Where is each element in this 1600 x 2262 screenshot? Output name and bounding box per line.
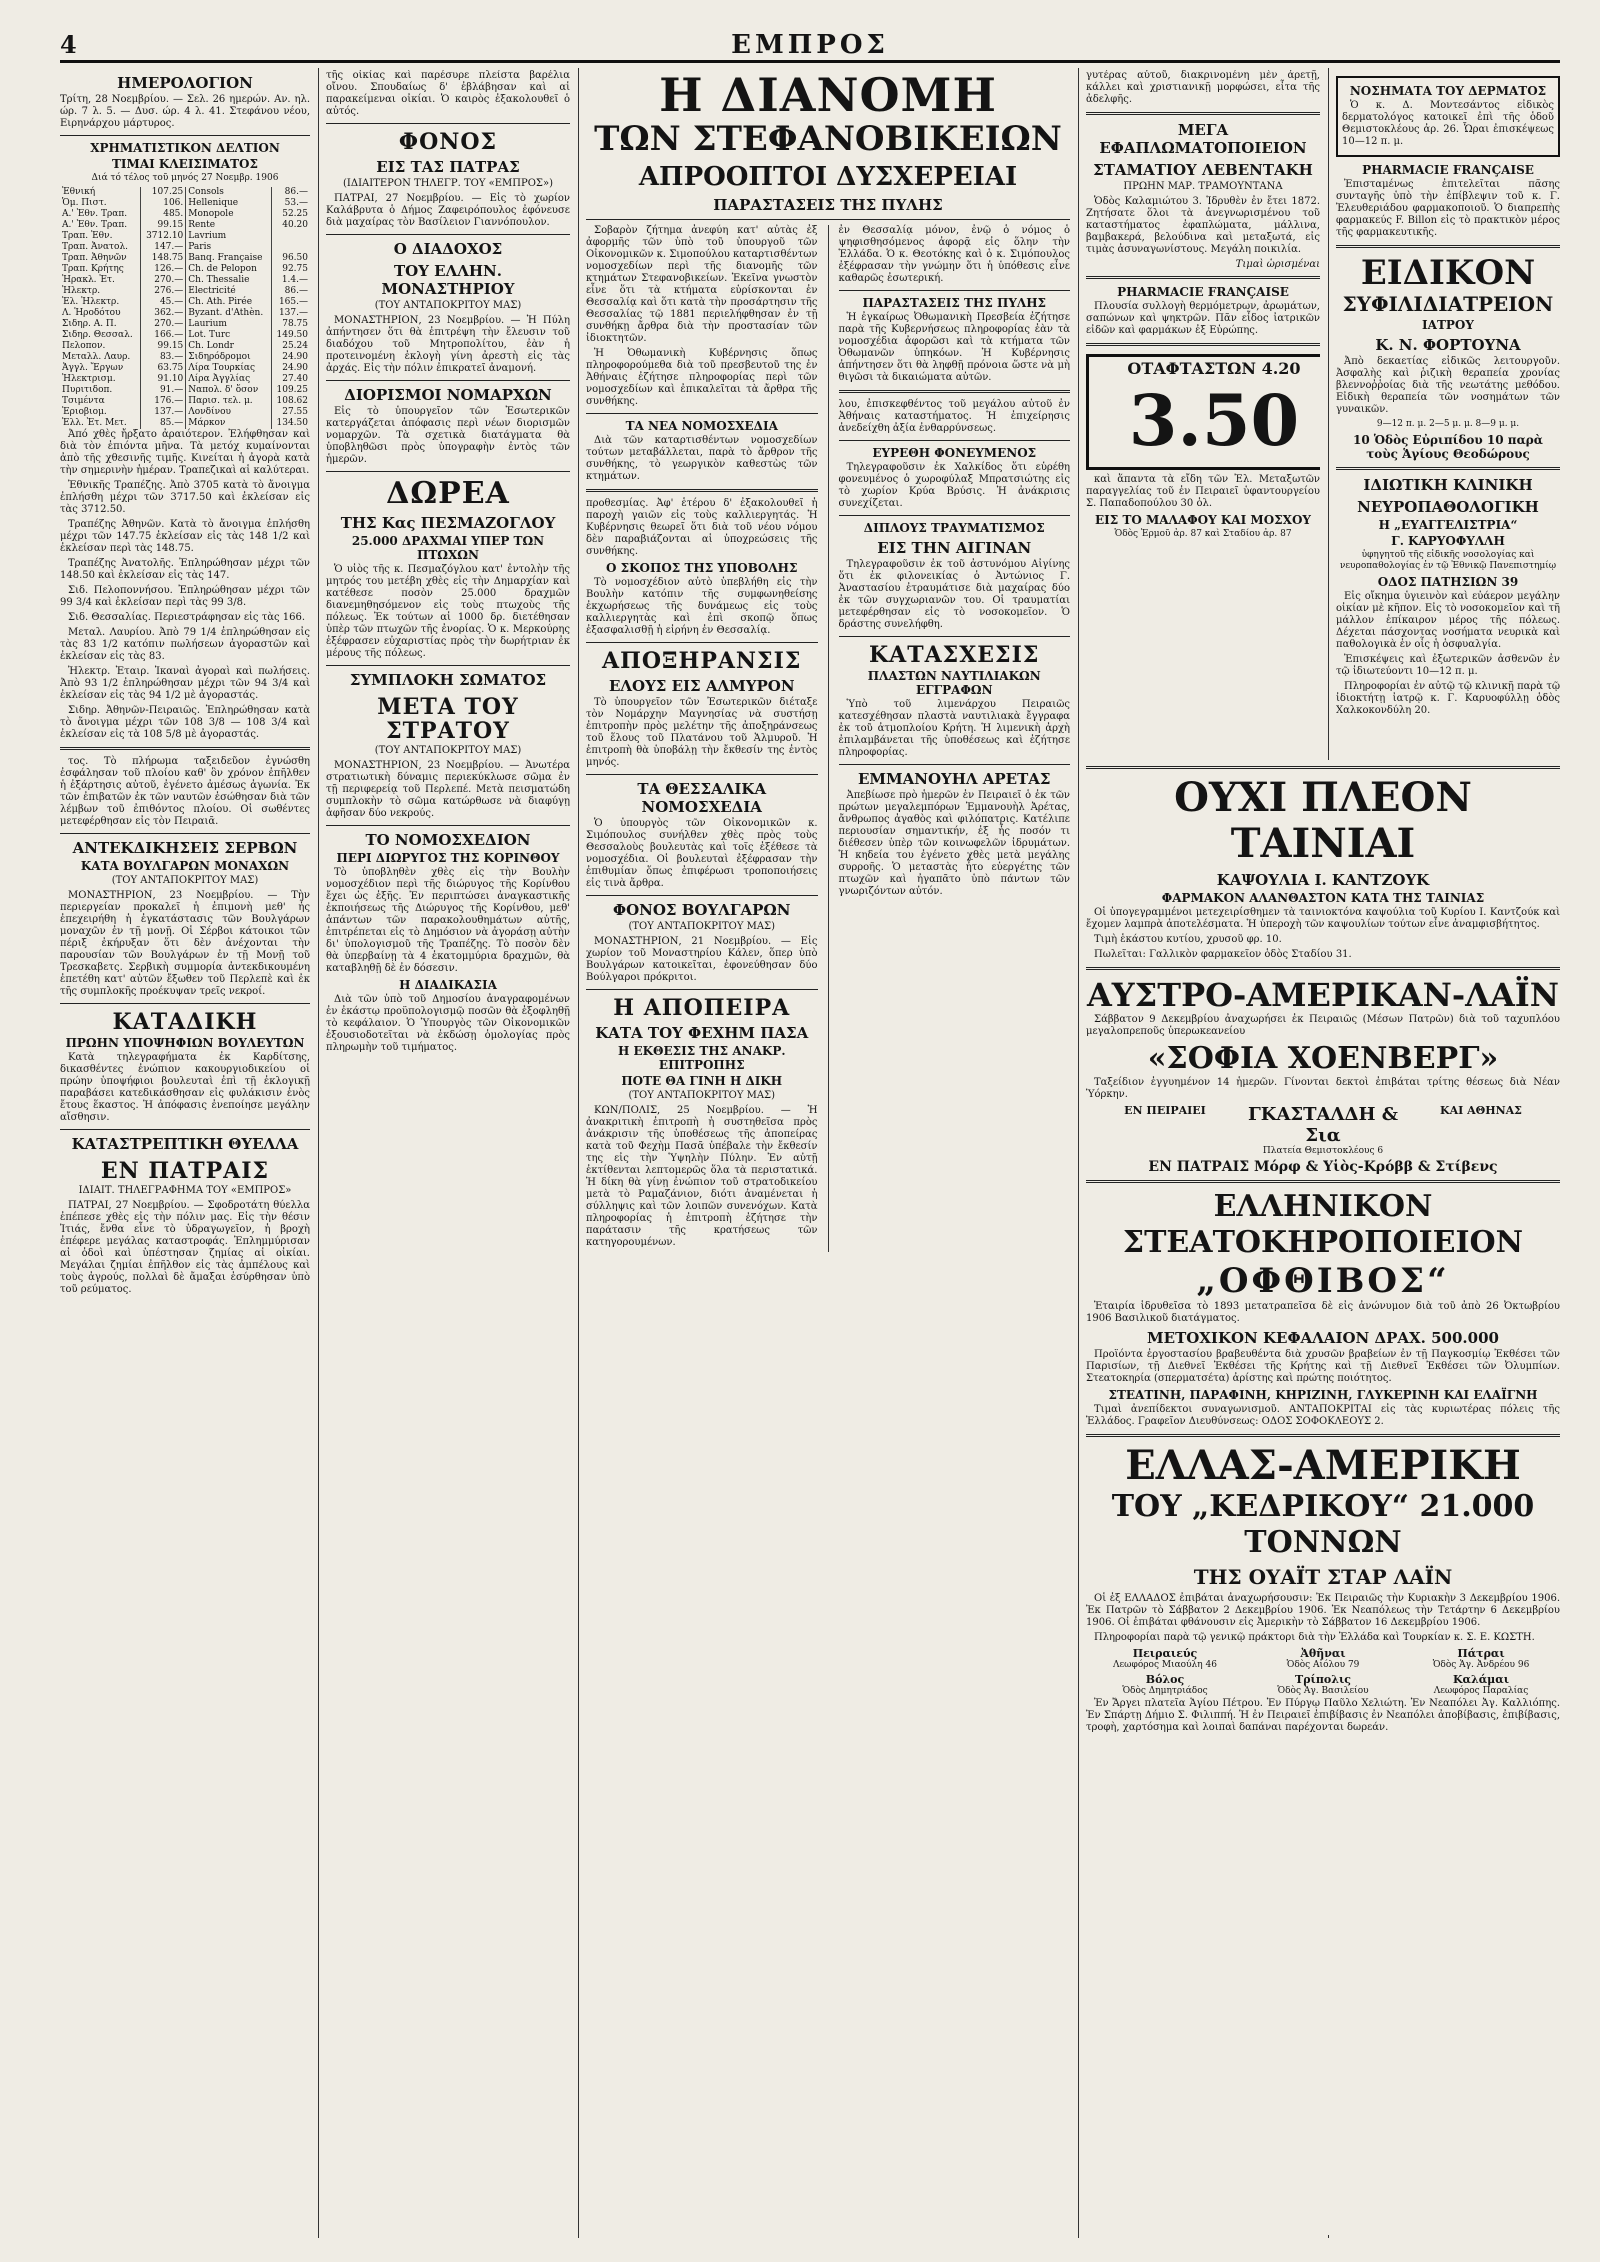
rate-name: Lavrium [186,231,272,242]
ad-text: Ἀπὸ δεκαετίας εἰδικῶς λειτουργοῦν. Ἀσφαλὴς καὶ ῥιζικὴ θεραπεία χρονίας βλεννοῤῥοίας διὰ τῆς νεωτάτης μεθόδου. Εἰδικὴ θεραπεία τῶν νοσημάτων τῶν γυναικῶν. [1336,356,1560,415]
article-subheading: ΕΛΟΥΣ ΕΙΣ ΑΛΜΥΡΟΝ [608,677,795,695]
rate-value: 148.75 [141,253,186,264]
rate-name: Σιδηρ. Α. Π. [62,319,117,329]
article-byline: (ΤΟΥ ΑΝΤΑΠΟΚΡΙΤΟΥ ΜΑΣ) [628,1090,776,1101]
rate-value: 165.— [271,297,310,308]
rates-date: Διά τό τέλος τοῦ μηνός 27 Νοεμβρ. 1906 [91,173,279,183]
agent-city: Βόλος [1145,1673,1185,1686]
rate-value: 108.62 [271,396,310,407]
column-2 [326,70,570,2235]
rate-value: 40.20 [271,220,310,231]
rates-row [60,242,310,253]
ad-text: Εἰς οἴκημα ὑγιεινὸν καὶ εὐάερον μεγάλην οἰκίαν μὲ κῆπον. Εἰς τὸ νοσοκομεῖον καὶ τῆ μάλλον ἐπίκαιρον μέρος τῆς πόλεως. Δέχεται πάσχοντας νοσήματα νευρικὰ καὶ παθολογικὰ ἐν οἷς ἡ ὁσφυαλγία. [1336,591,1560,650]
agent-city: ΕΝ ΠΕΙΡΑΙΕΙ [1124,1104,1206,1117]
article-subheading: ΤΟΥ ΕΛΛΗΝ. ΜΟΝΑΣΤΗΡΙΟΥ [381,262,515,298]
article-heading: ΚΑΤΑΔΙΚΗ [112,1009,258,1035]
main-headline-3: ΑΠΡΟΟΠΤΟΙ ΔΥΣΧΕΡΕΙΑΙ [638,162,1018,192]
article-subheading: ΚΑΤΑ ΒΟΥΛΓΑΡΩΝ ΜΟΝΑΧΩΝ [80,859,290,873]
rate-name: Ἑλλ. Ἐτ. Μετ. [62,418,127,428]
rate-name: Paris [186,242,272,253]
article-text: ΜΟΝΑΣΤΗΡΙΟΝ, 23 Νοεμβρίου. — Ἀνωτέρα στρατιωτικὴ δύναμις περιεκύκλωσε σῶμα ἐν τῇ περιφερείᾳ τοῦ Περλεπέ. Μετὰ πεισματώδη συμπλοκὴν τὸ σῶμα κατώρθωσε νὰ διαφύγῃ ἀφῆσαν δύο νεκρούς. [326,760,570,819]
agent-address: Λεωφόρος Παραλίας [1433,1686,1529,1696]
rate-name: Ἠρακλ. Ἐτ. [62,275,115,285]
article-text: Σοβαρὸν ζήτημα ἀνεφύη κατ' αὐτὰς ἐξ ἀφορμῆς τῶν ὑπὸ τοῦ ὑπουργοῦ τῶν Οἰκονομικῶν κ. Σιμοπούλου καταρτισθέντων νομοσχεδίων περὶ τῆς διανομῆς τῶν κτημάτων Στεφανοβικείων. Ἐκεῖνα γνωστὸν εἶνε ὅτι τὰ κτήματα εὑρίσκονται ἐν Θεσσαλίᾳ καὶ ὅτι κατὰ τὴν προσάρτησιν τῆς Θεσσαλίας τῷ 1881 περιελήφθησαν ἐν τῇ συνθήκῃ ἄρθρα διὰ τὴν προστασίαν τῶν ἰδιοκτητῶν. [586,225,818,344]
ad-text: καὶ ἅπαντα τὰ εἴδη τῶν Ἐλ. Μεταξωτῶν παραγγελίας τοῦ ἐν Πειραιεῖ ὑφαντουργείου Σ. Παπαδοπούλου 30 ὁλ. [1086,474,1320,509]
ad-subheading: ΕΙΣ ΤΟ ΜΑΛΑΦΟΥ ΚΑΙ ΜΟΣΧΟΥ [1095,513,1311,527]
article-heading: ΠΑΡΑΣΤΑΣΕΙΣ ΤΗΣ ΠΥΛΗΣ [862,296,1047,310]
rate-name: Ch. Ath. Pirée [186,297,272,308]
rates-row [60,418,310,429]
rates-row [60,352,310,363]
article-subheading: ΕΝ ΠΑΤΡΑΙΣ [100,1158,270,1184]
article-subheading: ΚΑΤΑ ΤΟΥ ΦΕΧΗΜ ΠΑΣΑ [595,1024,809,1042]
rate-value: 276.— [141,286,186,297]
ad-text: Προϊόντα ἐργοστασίου βραβευθέντα διὰ χρυσῶν βραβείων ἐν τῇ Παγκοσμίῳ Ἐκθέσει τῶν Παρισίων, τῇ Διεθνεῖ Ἐκθέσει τῆς Κρήτης καὶ τῇ Διεθνεῖ Ἐκθέσει τῶν Ὀλυμπίων. Στεατοκηρία (σπερματσέτα) ἀρίστης καὶ πρώτης ποιότητος. [1086,1349,1560,1384]
rate-name: Rente [186,220,272,231]
article-text: ΠΑΤΡΑΙ, 27 Νοεμβρίου. — Σφοδροτάτη θύελλα ἐπέπεσε χθὲς εἰς τὴν πόλιν μας. Εἰς τὴν θέσιν Ἰτιάς, ἔνθα εἶνε τὸ ὑδραγωγεῖον, ἡ βροχὴ ἐπέφερε μεγάλας καταστροφάς. Ἐπλημμύρισαν αἱ ὁδοὶ καὶ ὑπέστησαν ζημίας αἱ οἰκίαι. Μεγάλαι ζημίαι ἐπῆλθον εἰς τὰς ἀμπέλους καὶ τοὺς ἀγρούς, πολλαὶ δὲ ἄμαξαι ἐσύρθησαν ὑπὸ τοῦ ρεύματος. [60,1200,310,1295]
rate-name: Μεταλλ. Λαυρ. [62,352,131,362]
rates-text: Ἐθνικῆς Τραπέζης. Ἀπὸ 3705 κατὰ τὸ ἄνοιγμα ἐπλήσθη μέχρι τῶν 3717.50 καὶ ἐκλείσαν εἰς τὰς 3712.50. [60,480,310,515]
ad-subheading: Γ. ΚΑΡΥΟΦΥΛΛΗ [1391,534,1505,548]
agents-row [1086,1647,1560,1660]
article-heading: ΕΥΡΕΘΗ ΦΟΝΕΥΜΕΝΟΣ [872,446,1037,460]
rates-text: Σιδ. Θεσσαλίας. Περιεστράφησαν εἰς τὰς 166. [68,612,306,623]
article-byline: (ΤΟΥ ΑΝΤΑΠΟΚΡΙΤΟΥ ΜΑΣ) [111,875,259,886]
article-text: Κατὰ τηλεγραφήματα ἐκ Καρδίτσης, δικασθέντες ἐνώπιον κακουργιοδικείου οἱ πρώην ὑποψήφιοι βουλευταὶ ἐπὶ τῇ ἐκλογικῇ παραβάσει κατεδικάσθησαν εἰς φυλάκισιν ἑνὸς ἔτους ἕκαστος. Ἡ ἀπόφασις ἐνεποίησε μεγάλην αἴσθησιν. [60,1052,310,1123]
rates-text: Σιδηρ. Ἀθηνῶν-Πειραιῶς. Ἐπληρώθησαν κατὰ τὸ ἄνοιγμα μέχρι τῶν 108 3/8 — 108 3/4 καὶ ἐκλείσαν εἰς τὰ 108 5/8 μὲ ἀγοραστάς. [60,705,310,740]
agent-city: Ἀθῆναι [1300,1647,1346,1660]
ad-text: Πληροφορίαι ἐν αὐτῷ τῷ κλινικῇ παρὰ τῷ ἰδιοκτήτῃ ἰατρῷ κ. Γ. Καρυοφύλλῃ ὁδὸς Χαλκοκονδύλη 20. [1336,681,1560,716]
ad-subheading: ΦΑΡΜΑΚΟΝ ΑΛΑΝΘΑΣΤΟΝ ΚΑΤΑ ΤΗΣ ΤΑΙΝΙΑΣ [1161,891,1485,905]
article-text: Ἡ ἐγκαίρως Ὀθωμανικὴ Πρεσβεία ἐζήτησε παρὰ τῆς Κυβερνήσεως πληροφορίας ἐὰν τὰ νομοσχέδια ἀφορῶσι καὶ τὰ κτήματα τῶν Ὀθωμανῶν ὑπηκόων. Ἡ Κυβέρνησις ἀπήντησεν ὅτι θὰ ληφθῇ πρόνοια ὥστε νὰ μὴ θιγῶσι τὰ δικαιώματα αὐτῶν. [838,312,1070,383]
rates-row [60,396,310,407]
rate-value: 149.50 [271,330,310,341]
ad-heading: ΜΕΓΑ ΕΦΑΠΛΩΜΑΤΟΠΟΙΕΙΟΝ [1099,121,1307,157]
market-heading: ΧΡΗΜΑΤΙΣΤΙΚΟΝ ΔΕΛΤΙΟΝ [90,141,280,155]
rate-name: Σιδηρ. Θεσσαλ. [62,330,133,340]
article-subheading: Η ΔΙΑΔΙΚΑΣΙΑ [399,978,497,992]
article-byline: ΙΔΙΑΙΤ. ΤΗΛΕΓΡΑΦΗΜΑ ΤΟΥ «ΕΜΠΡΟΣ» [78,1185,292,1196]
rate-value: 109.25 [271,385,310,396]
article-text: ΠΑΤΡΑΙ, 27 Νοεμβρίου. — Εἰς τὸ χωρίον Καλάβρυτα ὁ Δήμος Ζαφειρόπουλος ἐφόνευσε διὰ μαχαίρας τὸν Βασίλειον Γιαννόπουλον. [326,193,570,228]
masthead [60,30,1560,60]
rates-text: Ἠλεκτρ. Ἑταιρ. Ἱκαναὶ ἀγοραὶ καὶ πωλήσεις. Ἀπὸ 93 1/2 ἐπληρώθησαν μέχρι τῶν 94 3/4 καὶ ἐκλείσαν εἰς τὰς 94 1/2 μὲ ἀγοραστάς. [60,666,310,701]
article-heading: ΚΑΤΑΣΧΕΣΙΣ [869,642,1040,668]
rate-name: Τραπ. Ἀθηνῶν [62,253,127,263]
ad-box-skin [1336,76,1560,157]
rates-table [60,187,310,429]
article-text: Διὰ τῶν ὑπὸ τοῦ Δημοσίου ἀναγραφομένων ἐν ἐκάστῳ προϋπολογισμῷ ποσῶν θὰ ἐξοφληθῇ τὸ κεφάλαιον. Ὁ Ὑπουργὸς τῶν Οἰκονομικῶν ἐξουσιοδοτεῖται νὰ ἐκδώσῃ ὁμολογίας πρὸς πληρωμὴν τοῦ τιμήματος. [326,994,570,1053]
article-text: τος. Τὸ πλήρωμα ταξειδεῦον ἐγνώσθη ἐσφάλησαν τοῦ πλοίου καθ' ὃν χρόνον ἐπῆλθεν ἡ ἐξάρτησις αὐτοῦ, ἐγένετο ἀμέσως ἀγωνία. Ἐκ τῶν ἐπιβατῶν ἐκ τῶν ναυτῶν ἐσώθησαν διὰ τῶν λέμβων τοῦ ἐπιθόντος πλοίου. Οἱ σωθέντες μετεφέρθησαν εἰς τὸν Πειραιᾶ. [60,756,310,827]
rates-row [60,253,310,264]
rate-value: 83.— [141,352,186,363]
rate-value: 92.75 [271,264,310,275]
column-separator [578,68,579,2238]
rates-text: Μεταλ. Λαυρίου. Ἀπὸ 79 1/4 ἐπληρώθησαν εἰς τὰς 83 1/2 κατόπιν πωλήσεων ἀγοραστῶν καὶ ἐκλείσαν εἰς τὰς 83. [60,627,310,662]
column-1 [60,70,310,2235]
rate-value: 96.50 [271,253,310,264]
rate-name: Byzant. d'Athèn. [186,308,272,319]
rate-value [271,231,310,242]
ad-heading: ΙΔΙΩΤΙΚΗ ΚΛΙΝΙΚΗ [1363,476,1533,494]
ad-text: Τιμὴ ἑκάστου κυτίου, χρυσοῦ φρ. 10. [1094,934,1282,945]
article-heading: ΔΙΟΡΙΣΜΟΙ ΝΟΜΑΡΧΩΝ [344,386,552,404]
agent-address: Λεωφόρος Μιαούλη 46 [1113,1660,1217,1670]
article-subheading: ΠΟΤΕ ΘΑ ΓΙΝΗ Η ΔΙΚΗ [621,1074,783,1088]
article-text: ΜΟΝΑΣΤΗΡΙΟΝ, 23 Νοεμβρίου. — Τὴν περιεργείαν προκαλεῖ ἡ ἐπιμονὴ μεθ' ἧς ἐπεχειρήθη ἡ ἐγκατάστασις τῶν Βουλγάρων μοναχῶν ἐν τῇ μονῇ. Οἱ Σέρβοι κάτοικοι τῶν πέριξ ἐκήρυξαν ὅτι δὲν ἀνέχονται τὴν παρουσίαν τῶν Βουλγάρων ἐν τῇ Μονῇ τοῦ Τρεσκαβετς. Σερβικὴ συμμορία ἀντεκδικουμένη ἐπετέθη κατ' αὐτῶν ἔξωθεν τοῦ Περλεπὲ καὶ ἐκ τῆς συμπλοκῆς προέκυψαν τρεῖς νεκροί. [60,890,310,997]
article-heading: Ο ΣΚΟΠΟΣ ΤΗΣ ΥΠΟΒΟΛΗΣ [606,561,798,575]
article-text: Τηλεγραφοῦσιν ἐκ Χαλκίδος ὅτι εὑρέθη φονευμένος ὁ χωροφύλαξ Μπρατσιώτης εἰς τὸ χωρίον Κρύα Βρύσις. Ἡ ἀνάκρισις συνεχίζεται. [838,462,1070,509]
calendar-heading: ΗΜΕΡΟΛΟΓΙΟΝ [117,74,253,92]
article-text: Ὁ ὑπουργὸς τῶν Οἰκονομικῶν κ. Σιμόπουλος συνήλθεν χθὲς πρὸς τοὺς Θεσσαλοὺς βουλευτὰς καὶ τοῖς ἐξέθεσε τὰ νομοσχέδια. Οἱ βουλευταὶ ἐξέφρασαν τὴν ἐπιθυμίαν ὅπως ἐπιφέρωσι τροποποιήσεις εἰς τινὰ ἄρθρα. [586,818,818,889]
article-heading: ΤΟ ΝΟΜΟΣΧΕΔΙΟΝ [365,831,531,849]
ad-text: Σάββατον 9 Δεκεμβρίου ἀναχωρήσει ἐκ Πειραιῶς (Μέσων Πατρῶν) διὰ τοῦ ταχυπλόου μεγαλοπρεποῦς ὑπερωκεανείου [1086,1014,1560,1037]
article-text: ἐν Θεσσαλίᾳ μόνον, ἐνῷ ὁ νόμος ὁ ψηφισθησόμενος ἀφορᾷ εἰς ὅλην τὴν Ἑλλάδα. Ὁ κ. Θεοτόκης καὶ ὁ κ. Σιμόπουλος ἐξέφρασαν τὴν γνώμην ὅτι ἡ ὑπόθεσις εἶνε καθαρῶς ἐσωτερική. [838,225,1070,284]
article-heading: Η ΑΠΟΠΕΙΡΑ [613,995,791,1021]
rate-name: Ἠλεκτρ. [62,286,101,296]
rate-value: 99.15 [141,220,186,231]
rates-row [60,286,310,297]
ad-address: Ὁδὸς Ἑρμοῦ ἀρ. 87 καὶ Σταδίου ἀρ. 87 [1114,529,1292,539]
article-text: Εἰς τὸ ὑπουργεῖον τῶν Ἐσωτερικῶν κατεργάζεται ἀπόφασις περὶ νέων διορισμῶν νομαρχῶν. Τὰ σχετικὰ διατάγματα θὰ ὑποβληθῶσι πρὸς ὑπογραφὴν ἐντὸς τῶν ἡμερῶν. [326,406,570,465]
article-byline: (ΤΟΥ ΑΝΤΑΠΟΚΡΙΤΟΥ ΜΑΣ) [374,300,522,311]
article-text: λου, ἐπισκεφθέντος τοῦ μεγάλου αὐτοῦ ἐν Ἀθήναις καταστήματος. Ἡ ἐπιχείρησις ἀνεδείχθη ἀξία ἐνθαρρύνσεως. [838,399,1070,434]
rates-row [60,220,310,231]
rates-row [60,275,310,286]
ad-text: Ἐν Ἄργει πλατεῖα Ἁγίου Πέτρου. Ἐν Πύργῳ Παῦλο Χελιώτη. Ἐν Νεαπόλει Ἀγ. Καλλιόπης. Ἐν Σπάρτῃ Δήμιο Σ. Φιλιππή. Ἡ ἐν Πειραιεῖ ἐπιβίβασις ἐν Νεαπόλει ἀποβίβασις, ἐπιβίβασις, τροφὴ, χαρτόσημα καὶ λοιπαὶ δαπάναι παρέχονται δωρεάν. [1086,1698,1560,1733]
article-text: Τὸ ὑπουργεῖον τῶν Ἐσωτερικῶν διέταξε τὸν Νομάρχην Μαγνησίας νὰ συστήσῃ ἐπιτροπὴν πρὸς μελέτην τῆς ἀποξηράνσεως τοῦ ἕλους τοῦ Πλατάνου τοῦ Ἁλμυροῦ. Ἡ ἐπιτροπὴ θὰ ὑποβάλῃ τὴν ἔκθεσίν της ἐντὸς μηνός. [586,697,818,768]
article-subheading: ΠΡΩΗΝ ΥΠΟΨΗΦΙΩΝ ΒΟΥΛΕΥΤΩΝ [65,1036,305,1050]
ad-brand: „ΟΦΘΙΒΟΣ“ [1196,1261,1450,1301]
agent-name: ΓΚΑΣΤΑΛΔΗ & Σια [1248,1104,1398,1146]
masthead-rule [60,60,1560,63]
rate-value: 270.— [141,275,186,286]
price-ad-heading: ΟΤΑΦΤΑΣΤΩΝ 4.20 [1127,359,1301,378]
article-text: Ὁ υἱὸς τῆς κ. Πεσμαζόγλου κατ' ἐντολὴν τῆς μητρός του μετέβη χθὲς εἰς τὴν Δημαρχίαν καὶ κατέθεσε ποσὸν 25.000 δραχμῶν διανεμηθησόμενον εἰς τοὺς πτωχοὺς τῆς πόλεως. Ἐκ τούτων αἱ 1000 δρ. διετέθησαν ὑπὲρ τῶν πτωχῶν τῆς ἐνορίας. Ὁ κ. Μερκούρης ἐξέφρασεν εὐχαριστίας πρὸς τὴν δωρήτριαν ἐκ μέρους τῆς πόλεως. [326,564,570,659]
ad-text: Ἐπισκέψεις καὶ ἐξωτερικῶν ἀσθενῶν ἐν τῷ ἰδιωτεύοντι 10—12 π. μ. [1336,654,1560,677]
agent-address: Πλατεία Θεμιστοκλέους 6 [1262,1146,1384,1156]
rate-value: 27.40 [271,374,310,385]
ad-heading: ΕΛΛΑΣ-ΑΜΕΡΙΚΗ [1125,1442,1521,1489]
article-text: Ἀπεβίωσε πρὸ ἡμερῶν ἐν Πειραιεῖ ὁ ἐκ τῶν πρώτων μεγαλεμπόρων Ἐμμανουὴλ Ἀρέτας, ἄνθρωπος ἀγαθὸς καὶ φιλόπατρις. Κατέλιπε περιουσίαν σημαντικήν, ἐξ ἧς ποσόν τι διέθεσεν ὑπὲρ τῶν κοινωφελῶν ἱδρυμάτων. Ἡ κηδεία του ἐγένετο χθὲς μετὰ μεγάλης συρροῆς. Ὁ μεταστὰς ἦτο εὐεργέτης τῶν πτωχῶν καὶ ἠγαπᾶτο ὑπὸ πάντων τῶν γνωριζόντων αὐτόν. [838,790,1070,897]
rate-value: 270.— [141,319,186,330]
article-heading: ΤΑ ΘΕΣΣΑΛΙΚΑ ΝΟΜΟΣΧΕΔΙΑ [637,780,767,816]
rate-value: 99.15 [141,341,186,352]
rate-value: 134.50 [271,418,310,429]
rate-name: Σιδηρόδρομοι [186,352,272,363]
rates-row [60,198,310,209]
rate-value: 91.10 [141,374,186,385]
rate-value: 86.— [271,286,310,297]
rate-value: 126.— [141,264,186,275]
rate-value: 1.4.— [271,275,310,286]
ad-subheading: ΤΗΣ ΟΥΑΪΤ ΣΤΑΡ ΛΑΪΝ [1193,1565,1453,1589]
rate-value: 24.90 [271,352,310,363]
article-heading: Ο ΔΙΑΔΟΧΟΣ [393,240,503,258]
rates-text: Τραπέζης Ἀθηνῶν. Κατὰ τὸ ἄνοιγμα ἐπλήσθη μέχρι τῶν 147.75 ἐκλείσαν εἰς τὰς 148 1/2 καὶ ἐκλείσαν περὶ τὰς 148.75. [60,519,310,554]
article-text: ΚΩΝ/ΠΟΛΙΣ, 25 Νοεμβρίου. — Ἡ ἀνακριτικὴ ἐπιτροπὴ ἡ συστηθεῖσα πρὸς ἀνάκρισιν τῆς ὑποθέσεως τῆς ἀποπείρας κατὰ τοῦ Φεχὴμ Πασᾶ ὑπέβαλε τὴν ἔκθεσίν της εἰς τὴν Ὑψηλὴν Πύλην. Ἐν αὐτῇ ἐκτίθενται λεπτομερῶς ὅλα τὰ περιστατικά. Ἡ δίκη θὰ γίνῃ ἐνώπιον τοῦ στρατοδικείου μετὰ τὸ Ραμαζάνιον, διότι ἀναμένεται ἡ σύλληψις καὶ τῶν λοιπῶν συνενόχων. Κατὰ πληροφορίας ἡ ἐπιτροπὴ ἐζήτησε τὴν παράτασιν τῆς κρατήσεως τῶν κατηγορουμένων. [586,1105,818,1248]
ad-text: Πλουσία συλλογὴ θερμόμετρων, ἀρωμάτων, σαπώνων καὶ ψηκτρῶν. Πᾶν εἶδος ἰατρικῶν εἰδῶν καὶ φαρμάκων ἐξ Εὐρώπης. [1086,301,1320,336]
ad-text: Ἐπισταμένως ἐπιτελεῖται πᾶσης συνταγῆς ὑπὸ τὴν ἐπίβλεψιν τοῦ κ. Γ. Ἐλευθεριάδου φαρμακοποιοῦ. Ὁ διαπρεπὴς φαρμακεύς F. Billon εἰς τὸ πρακτικὸν μέρος τῆς φαρμακευτικῆς. [1336,179,1560,238]
ad-hours: 9—12 π. μ. 2—5 μ. μ. 8—9 μ. μ. [1376,419,1520,429]
rates-row [60,374,310,385]
article-heading: ΣΥΜΠΛΟΚΗ ΣΩΜΑΤΟΣ [349,671,547,689]
rates-text: Ἀπό χθὲς ἤρξατο ἀραιότερον. Ἐλήφθησαν καὶ διὰ τὸν ἐπιόντα μῆνα. Τὰ μετόχ κυμαίνονται ἀπὸ τῆς χθεσινῆς τιμῆς. Κινείται ἡ ἀγορὰ κατὰ τὴν σημερινὴν ἡμέραν. Τραπεζικαὶ αἱ καλύτεραι. [60,429,310,476]
rate-name: Laurium [186,319,272,330]
rate-name: Τραπ. Ἀνατολ. [62,242,129,252]
ad-text: Πωλεῖται: Γαλλικὸν φαρμακεῖον ὁδὸς Σταδίου 31. [1094,949,1352,960]
rate-name: Α.' Ἐθν. Τραπ. [62,220,128,230]
ad-text: Ὁδὸς Καλαμιώτου 3. Ἱδρυθὲν ἐν ἔτει 1872. Ζητήσατε ὅλοι τὰ ἀνεγνωρισμένου τοῦ καταστήματος ἐφαπλώματα, μάλλινα, βαμβακερά, βελούδινα καὶ μεταξωτά, εἰς τιμὰς ἀσυναγωνίστους. Μεγάλη ποικιλία. [1086,196,1320,255]
article-heading: ΑΠΟΞΗΡΑΝΣΙΣ [602,648,802,674]
rate-name: Ἐθνική [62,187,96,197]
rate-name: Τραπ. Κρήτης [62,264,124,274]
agent-address: Ὁδὸς Ἁγ. Ἀνδρέου 96 [1432,1660,1530,1670]
rate-value: 27.55 [271,407,310,418]
article-subheading: 25.000 ΔΡΑΧΜΑΙ ΥΠΕΡ ΤΩΝ ΠΤΩΧΩΝ [351,534,545,562]
rate-value: 137.— [141,407,186,418]
rates-row [60,264,310,275]
rates-text: Σιδ. Πελοποννήσου. Ἐπληρώθησαν μέχρι τῶν 99 3/4 καὶ ἐκλείσαν περὶ τὰς 99 3/8. [60,585,310,608]
article-text: ΜΟΝΑΣΤΗΡΙΟΝ, 23 Νοεμβρίου. — Ἡ Πύλη ἀπήντησεν ὅτι θὰ ἐπιτρέψη τὴν ἔλευσιν τοῦ διαδόχου τοῦ Μητροπολίτου, ἐὰν ἡ προτεινομένη ἐκλογὴ γίνη ἀρεστὴ εἰς τὰς ἀρχάς. Εἰς τὴν πόλιν ἐπικρατεῖ ἀναμονή. [326,315,570,374]
article-heading: ΑΝΤΕΚΔΙΚΗΣΕΙΣ ΣΕΡΒΩΝ [72,839,298,857]
article-text: τῆς οἰκίας καὶ παρέσυρε πλείστα βαρέλια οἴνου. Σπουδαίως δ' ἐβλάβησαν καὶ αἱ παρακείμεναι οἰκίαι. Ὁ καιρὸς ἐξακολουθεῖ ὁ αὐτός. [326,70,570,117]
ad-address: ΟΔΟΣ ΠΑΤΗΣΙΩΝ 39 [1377,575,1519,589]
article-subheading: ΕΙΣ ΤΗΝ ΑΙΓΙΝΑΝ [877,539,1032,557]
agent-city: Πάτραι [1457,1647,1505,1660]
main-headline: Η ΔΙΑΝΟΜΗ [659,70,997,122]
ad-heading: ΟΥΧΙ ΠΛΕΟΝ ΤΑΙΝΙΑΙ [1174,774,1472,867]
article-text: Ὑπὸ τοῦ λιμενάρχου Πειραιῶς κατεσχέθησαν πλαστὰ ναυτιλιακὰ ἔγγραφα ἐκ τοῦ ἀτμοπλοίου Κρήτη. Ἡ λιμενικὴ ἀρχὴ ἐπιλαμβάνεται τῆς ὑποθέσεως καὶ ἐζήτησε πληροφορίας. [838,699,1070,758]
article-heading: ΕΜΜΑΝΟΥΗΛ ΑΡΕΤΑΣ [857,770,1051,788]
article-heading: ΤΑ ΝΕΑ ΝΟΜΟΣΧΕΔΙΑ [625,419,778,433]
rate-value: 3712.10 [141,231,186,242]
agent-city: ΚΑΙ ΑΘΗΝΑΣ [1440,1104,1522,1117]
ad-subheading: Κ. Ν. ΦΟΡΤΟΥΝΑ [1375,336,1521,354]
agents-address-row [1086,1686,1560,1696]
rates-row [60,308,310,319]
ad-heading: PHARMACIE FRANÇAISE [1117,285,1289,299]
article-text: Ἡ Ὀθωμανικὴ Κυβέρνησις ὅπως πληροφορούμεθα διὰ τοῦ πρεσβευτοῦ της ἐν Ἀθήναις ἐζήτησε πληροφορίας περὶ τῶν νομοσχεδίων καὶ ἐπικαλεῖται τὰ ἄρθρα τῆς συνθήκης. [586,348,818,407]
rate-value: 24.90 [271,363,310,374]
rate-name: Τραπ. Ἐθν. [62,231,113,241]
rate-name: Πυριτιδοπ. [62,385,113,395]
ad-subheading: Η „ΕΥΑΓΓΕΛΙΣΤΡΙΑ“ [1378,518,1518,532]
agent-city: Τρίπολις [1295,1673,1351,1686]
agent-row: ΕΝ ΠΑΤΡΑΙΣ Μόρφ & Υἱὸς-Κρόββ & Στίβενς [1148,1159,1498,1175]
ad-text: Πληροφορίαι παρὰ τῷ γενικῷ πράκτορι διὰ τὴν Ἑλλάδα καὶ Τουρκίαν κ. Σ. Ε. ΚΩΣΤΗ. [1094,1632,1535,1643]
column-separator [318,68,319,2238]
ad-subheading: ΙΑΤΡΟΥ [1422,318,1474,332]
rates-heading: ΤΙΜΑΙ ΚΛΕΙΣΙΜΑΤΟΣ [112,157,258,171]
ad-address: 10 Ὁδὸς Εὐριπίδου 10 παρὰ τοὺς Ἁγίους Θεοδώρους [1352,433,1544,461]
ad-text: Τιμαὶ ἀνεπίδεκτοι συναγωνισμοῦ. ΑΝΤΑΠΟΚΡΙΤΑΙ εἰς τὰς κυριωτέρας πόλεις τῆς Ἑλλάδος. Γραφεῖον Διευθύνσεως: ΟΔΟΣ ΣΟΦΟΚΛΕΟΥΣ 2. [1086,1404,1560,1427]
article-text: Τὸ ὑποβληθὲν χθὲς εἰς τὴν Βουλὴν νομοσχέδιον περὶ τῆς διώρυγος τῆς Κορίνθου ἔχει ὡς ἑξῆς. Ἐν περιπτώσει ἀναγκαστικῆς ἐκποιήσεως τῆς Διώρυγος τῆς Κορίνθου, μεθ' ἁπάντων τῶν παρακολουθημάτων αὐτῆς, ἐπιτρέπεται εἰς τὸ Δημόσιον νὰ ἀγοράσῃ αὐτὴν δι' ὑπολογισμοῦ τῆς Τραπέζης. Τὸ ποσὸν δὲν θὰ ὑπερβαίνῃ τὰ 4 ἑκατομμύρια δραχμῶν, θὰ καταβληθῇ δὲ ἐν δόσεσιν. [326,867,570,974]
center-section [586,70,1070,2235]
ad-products: ΣΤΕΑΤΙΝΗ, ΠΑΡΑΦΙΝΗ, ΚΗΡΙΖΙΝΗ, ΓΛΥΚΕΡΙΝΗ ΚΑΙ ΕΛΑΪΓΝΗ [1108,1388,1538,1402]
article-subheading: ΕΙΣ ΤΑΣ ΠΑΤΡΑΣ [376,158,520,176]
ad-subheading: ΚΑΨΟΥΛΙΑ Ι. ΚΑΝΤΖΟΥΚ [1216,871,1430,889]
rate-value: 362.— [141,308,186,319]
rate-value: 485. [141,209,186,220]
main-headline-4: ΠΑΡΑΣΤΑΣΕΙΣ ΤΗΣ ΠΥΛΗΣ [713,196,943,214]
rate-name: Ἠλεκτρισμ. [62,374,116,384]
ad-text: Οἱ ἐξ ΕΛΛΑΔΟΣ ἐπιβάται ἀναχωρήσουσιν: Ἐκ Πειραιῶς τὴν Κυριακὴν 3 Δεκεμβρίου 1906. Ἐκ Πατρῶν τὸ Σάββατον 2 Δεκεμβρίου 1906. Ἐκ Νεαπόλεως τὴν Τετάρτην 6 Δεκεμβρίου 1906. Οἱ ἐπιβάται φθάνουσιν εἰς Ἀμερικὴν τὸ Σάββατον 16 Δεκεμβρίου 1906. [1086,1593,1560,1628]
rate-value: 63.75 [141,363,186,374]
rate-value: 52.25 [271,209,310,220]
article-heading: ΔΩΡΕΑ [386,476,510,511]
rate-name: Hellenique [186,198,272,209]
main-headline-2: ΤΩΝ ΣΤΕΦΑΝΟΒΙΚΕΙΩΝ [594,119,1062,159]
ad-ship-name: «ΣΟΦΙΑ ΧΟΕΝΒΕΡΓ» [1147,1041,1499,1076]
rate-name: Ἐριοβιομ. [62,407,107,417]
rates-row [60,319,310,330]
ad-subheading: ΣΤΑΜΑΤΙΟΥ ΛΕΒΕΝΤΑΚΗ [1093,161,1313,179]
ad-signature: Τιμαὶ ὡρισμέναι [1235,259,1320,270]
agent-address: Ὁδὸς Αἰόλου 79 [1286,1660,1360,1670]
rates-text: Τραπέζης Ἀνατολῆς. Ἐπληρώθησαν μέχρι τῶν 148.50 καὶ ἐκλείσαν εἰς τὰς 147. [60,558,310,581]
ad-heading: ΕΛΛΗΝΙΚΟΝ ΣΤΕΑΤΟΚΗΡΟΠΟΙΕΙΟΝ [1122,1189,1524,1260]
ad-heading: ΝΟΣΗΜΑΤΑ ΤΟΥ ΔΕΡΜΑΤΟΣ [1349,84,1547,98]
ad-byline: ΠΡΩΗΝ ΜΑΡ. ΤΡΑΜΟΥΝΤΑΝΑ [1123,181,1283,192]
article-subheading: ΠΕΡΙ ΔΙΩΡΥΓΟΣ ΤΗΣ ΚΟΡΙΝΘΟΥ [336,851,560,865]
rate-value: 53.— [271,198,310,209]
rate-name: Τσιμέντα [62,396,105,406]
agents-address-row [1086,1660,1560,1670]
article-subheading: ΠΛΑΣΤΩΝ ΝΑΥΤΙΛΙΑΚΩΝ ΕΓΓΡΑΦΩΝ [867,669,1041,697]
rate-value: 176.— [141,396,186,407]
rate-value: 45.— [141,297,186,308]
rates-row [60,341,310,352]
rate-value [271,242,310,253]
article-text: Τηλεγραφοῦσιν ἐκ τοῦ ἀστυνόμου Αἰγίνης ὅτι ἐκ φιλονεικίας ὁ Ἀντώνιος Γ. Ἀναστασίου ἐτραυμάτισε διὰ μαχαίρας δύο ἐκ τῶν συγχωριανῶν του. Οἱ τραυματίαι μετεφέρθησαν εἰς τὸ νοσοκομεῖον. Ὁ δράστης συνελήφθη. [838,559,1070,630]
price-ad-price: 3.50 [1128,379,1300,462]
rate-value: 137.— [271,308,310,319]
rate-value: 85.— [141,418,186,429]
ad-subheading: ΤΟΥ „ΚΕΔΡΙΚΟΥ“ 21.000 ΤΟΝΝΩΝ [1111,1489,1535,1560]
rate-name: Πελοπον. [62,341,106,351]
agent-city: Καλάμαι [1452,1673,1510,1686]
article-byline: (ΤΟΥ ΑΝΤΑΠΟΚΡΙΤΟΥ ΜΑΣ) [374,745,522,756]
article-subheading: Η ΕΚΘΕΣΙΣ ΤΗΣ ΑΝΑΚΡ. ΕΠΙΤΡΟΠΗΣ [617,1044,786,1072]
article-heading: ΔΙΠΛΟΥΣ ΤΡΑΥΜΑΤΙΣΜΟΣ [863,521,1045,535]
ad-text: Ὁ κ. Δ. Μοντεσάντος εἰδικὸς δερματολόγος κατοικεῖ ἐπὶ τῆς ὁδοῦ Θεμιστοκλέους ἀρ. 26. Ὧραι ἐπισκέψεως 10—12 π. μ. [1342,100,1554,147]
rate-name: Λίρα Ἀγγλίας [186,374,272,385]
rates-row [60,187,310,198]
ad-text: Οἱ ὑπογεγραμμένοι μετεχειρίσθημεν τὰ ταινιοκτόνα καψούλια τοῦ Κυρίου Ι. Καντζούκ καὶ ἔχομεν λαμπρὰ ἀποτελέσματα. Ἡ ὑπεροχὴ τῶν καψουλίων τούτων εἶνε ἀναμφισβήτητος. [1086,907,1560,930]
rate-name: Α.' Ἐθν. Τραπ. [62,209,128,219]
lower-right-ads [1086,760,1560,2235]
agent-row [1086,1104,1560,1146]
calendar-text: Τρίτη, 28 Νοεμβρίου. — Σελ. 26 ημερών. Αν. ηλ. ώρ. 7 λ. 5. — Δυσ. ώρ. 4 λ. 41. Στεφάνου νέου, Ειρηνάρχου μάρτυρος. [60,94,310,129]
ad-text: Ἑταιρία ἱδρυθεῖσα τὸ 1893 μετατραπεῖσα δὲ εἰς ἀνώνυμον διὰ τοῦ ἀπὸ 26 Ὀκτωβρίου 1906 Βασιλικοῦ διατάγματος. [1086,1301,1560,1324]
article-heading: ΦΟΝΟΣ [398,129,498,155]
ad-heading: PHARMACIE FRANÇAISE [1362,163,1534,177]
page-number: 4 [60,30,77,59]
rate-name: Μάρκον [186,418,272,429]
article-heading: ΦΟΝΟΣ ΒΟΥΛΓΑΡΩΝ [613,901,791,919]
price-ad-box [1086,354,1320,470]
rates-row [60,231,310,242]
rates-row [60,385,310,396]
rate-name: Ch. Londr [186,341,272,352]
rate-name: Λ. Ἡροδότου [62,308,121,318]
ad-byline: ὑφηγητοῦ τῆς εἰδικῆς νοσολογίας καὶ νευροπαθολογίας ἐν τῷ Ἐθνικῷ Πανεπιστημίῳ [1339,550,1557,571]
article-text: ΜΟΝΑΣΤΗΡΙΟΝ, 21 Νοεμβρίου. — Εἰς χωρίον τοῦ Μοναστηρίου Κάλεν, ὅπερ ὑπὸ Βουλγάρων κατοικεῖται, ἐφονεύθησαν δύο Βούλγαροι πρόκριτοι. [586,936,818,983]
rate-value: 86.— [271,187,310,198]
article-subheading: ΤΗΣ Κας ΠΕΣΜΑΖΟΓΛΟΥ [340,514,556,532]
rate-name: Electricité [186,286,272,297]
rate-name: Monopole [186,209,272,220]
article-text: γυτέρας αὐτοῦ, διακρινομένη μὲν ἀρετῇ, κάλλει καὶ χριστιανικῇ μορφώσει, εἶτα τῆς ἀδελφῆς. [1086,70,1320,105]
rate-value: 78.75 [271,319,310,330]
rate-name: Ὁμ. Πιστ. [62,198,107,208]
rate-name: Ἀγγλ. Ἔργων [62,363,124,373]
rate-value: 166.— [141,330,186,341]
ad-subheading: ΝΕΥΡΟΠΑΘΟΛΟΓΙΚΗ [1357,498,1539,516]
rate-value: 147.— [141,242,186,253]
rate-name: Λίρα Τουρκίας [186,363,272,374]
rate-name: Ch. de Pelopon [186,264,272,275]
column-separator [1078,68,1079,2238]
ad-heading: ΕΙΔΙΚΟΝ [1360,253,1536,293]
agent-city: Πειραιεύς [1132,1647,1198,1660]
rate-name: Ἐλ. Ἠλεκτρ. [62,297,120,307]
agents-row [1086,1673,1560,1686]
article-byline: (ΙΔΙΑΙΤΕΡΟΝ ΤΗΛΕΓΡ. ΤΟΥ «ΕΜΠΡΟΣ») [343,178,553,189]
ad-subheading: ΣΥΦΙΛΙΔΙΑΤΡΕΙΟΝ [1342,292,1554,316]
rate-name: Consols [186,187,272,198]
article-text: Τὸ νομοσχέδιον αὐτὸ ὑπεβλήθη εἰς τὴν Βουλὴν κατόπιν τῆς συμφωνηθείσης ἐκχωρήσεως τῆς δυνάμεως εἰς τοὺς καλλιεργητὰς καὶ ἐπὶ σκοπῷ ὅπως ἐξασφαλισθῇ ἡ εἰρήνη ἐν Θεσσαλίᾳ. [586,577,818,636]
rate-name: Ch. Thessalie [186,275,272,286]
article-text: προθεσμίας. Ἀφ' ἑτέρου δ' ἐξακολουθεῖ ἡ παροχὴ γαιῶν εἰς τοὺς καλλιεργητάς. Ἡ Κυβέρνησις θεωρεῖ ὅτι διὰ τοῦ νέου νόμου δὲν παραβιάζονται αἱ ὑποχρεώσεις τῆς συνθήκης. [586,498,818,557]
rate-name: Λονδίνου [186,407,272,418]
rate-value: 91.— [141,385,186,396]
article-text: Διὰ τῶν καταρτισθέντων νομοσχεδίων τούτων μεταβάλλεται, παρὰ τὸ ἄρθρον τῆς συνθήκης, τὸ γεωργικὸν καθεστὼς τῶν κτημάτων. [586,435,818,482]
rate-value: 25.24 [271,341,310,352]
newspaper-title: ΕΜΠΡΟΣ [731,30,889,60]
rate-name: Παρισ. τελ. μ. [186,396,272,407]
agent-address: Ὁδὸς Ἁγ. Βασιλείου [1277,1686,1369,1696]
rates-row [60,209,310,220]
rates-row [60,407,310,418]
rate-name: Banq. Française [186,253,272,264]
rates-row [60,297,310,308]
rate-value: 106. [141,198,186,209]
agent-address: Ὁδὸς Δημητριάδος [1122,1686,1208,1696]
article-byline: (ΤΟΥ ΑΝΤΑΠΟΚΡΙΤΟΥ ΜΑΣ) [628,921,776,932]
rate-name: Lot. Turc [186,330,272,341]
rates-row [60,363,310,374]
ad-heading: ΑΥΣΤΡΟ-ΑΜΕΡΙΚΑΝ-ΛΑΪΝ [1086,976,1560,1014]
rate-name: Ναπολ. δ' ὅσον [186,385,272,396]
rates-row [60,330,310,341]
article-subheading: ΜΕΤΑ ΤΟΥ ΣΤΡΑΤΟΥ [377,694,519,744]
rate-value: 107.25 [141,187,186,198]
ad-text: Ταξείδιον ἐγγυημένον 14 ἡμερῶν. Γίνονται δεκτοὶ ἐπιβάται τρίτης θέσεως διὰ Νέαν Ὑόρκην. [1086,1077,1560,1100]
article-heading: ΚΑΤΑΣΤΡΕΠΤΙΚΗ ΘΥΕΛΛΑ [71,1135,299,1153]
ad-subheading: ΜΕΤΟΧΙΚΟΝ ΚΕΦΑΛΑΙΟΝ ΔΡΑΧ. 500.000 [1147,1329,1499,1347]
